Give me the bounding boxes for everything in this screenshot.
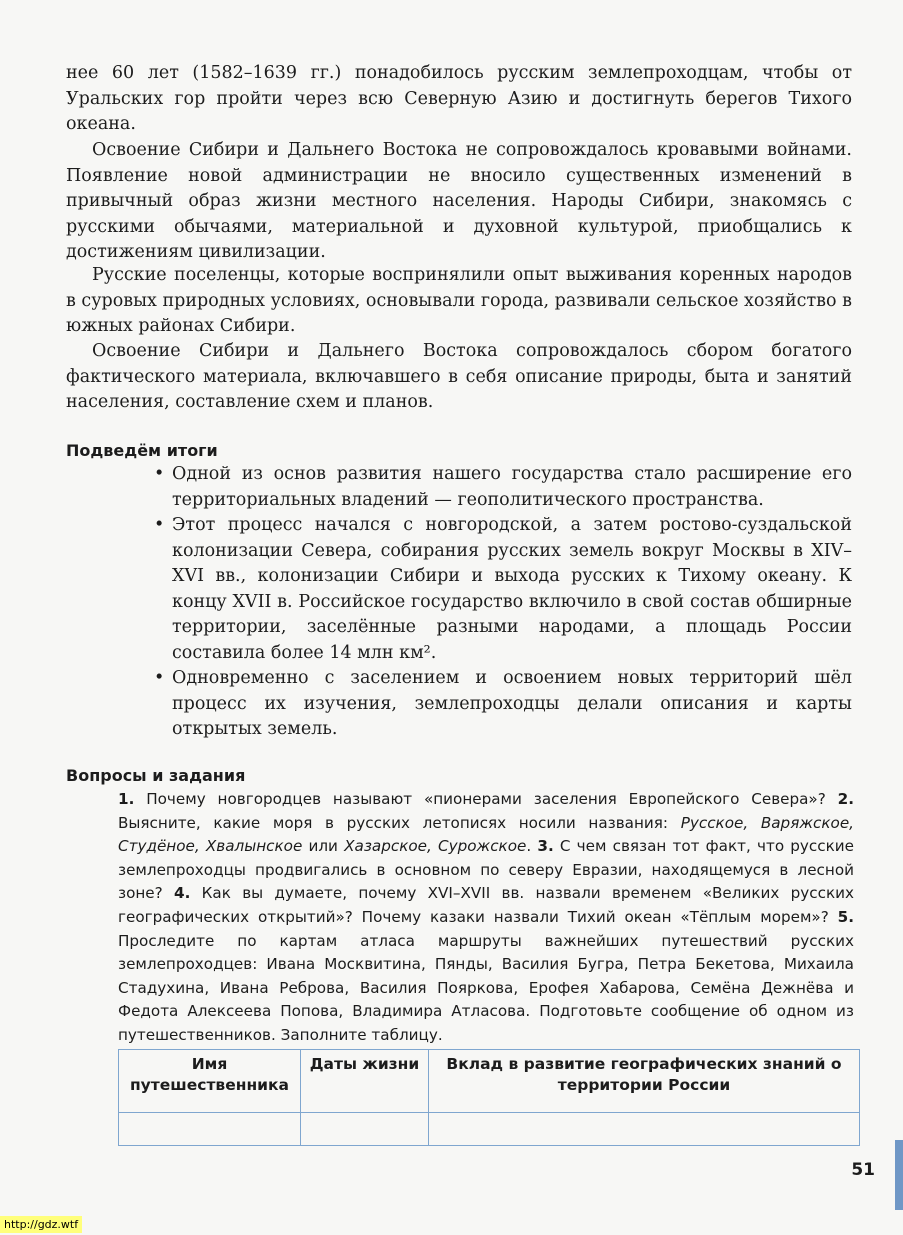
table-row — [119, 1113, 860, 1146]
question-number: 3. — [537, 837, 554, 856]
summary-bullet: • Этот процесс начался с новгородской, а затем ростово-суздальской колонизации Севера, собирания русских земель вокруг Москвы в XIV–XVI вв., колонизации Сибири и выхода русских к Тихому океану. К концу XVII в. Российское государство включило в свой состав обширные территории, заселённые разными народами, а площадь России составила более 14 млн км². — [172, 513, 852, 666]
summary-list — [172, 462, 852, 743]
question-2-or: или — [308, 837, 338, 856]
question-number: 5. — [837, 907, 854, 926]
paragraph-materials: Освоение Сибири и Дальнего Востока сопровождалось сбором богатого фактического материала, включавшего в себя описание природы, быта и занятий населения, составление схем и планов. — [66, 341, 852, 412]
question-number: 1. — [118, 790, 135, 808]
table-header-dates: Даты жизни — [301, 1050, 429, 1113]
travelers-table — [118, 1049, 860, 1146]
summary-heading: Подведём итоги — [66, 441, 218, 460]
questions-text: 1. Почему новгородцев называют «пионерами заселения Европейского Севера»? 2. Выясните, какие моря в русских летописях носили названия: Русское, Варяжское, Студёное, Хвалынское или Хазарское, Сурожское. 3. С чем связан тот факт, что русские землепроходцы продвигались в основном по северу Евразии, находящемуся в лесной зоне? 4. Как вы думаете, почему XVI–XVII вв. назвали временем «Великих русских географических открытий»? Почему казаки назвали Тихий океан «Тёплым морем»? 5. Проследите по картам атласа маршруты важнейших путешествий русских землепроходцев: Ивана Москвитина, Пянды, Василия Бугра, Петра Бекетова, Михаила Стадухина, Ивана Реброва, Василия Пояркова, Ерофея Хабарова, Семёна Дежнёва и Федота Алексеева Попова, Владимира Атласова. Подготовьте сообщение об одном из путешественников. Заполните таблицу. — [118, 790, 855, 1044]
question-number: 2. — [837, 790, 854, 808]
page-number: 51 — [851, 1160, 875, 1180]
sea-names: Русское, Варяжское, Студёное, Хвалынское — [118, 813, 855, 856]
summary-bullet: • Одновременно с заселением и освоением новых территорий шёл процесс их изучения, землепроходцы делали описания и карты открытых земель. — [172, 666, 852, 743]
question-5: Проследите по картам атласа маршруты важнейших путешествий русских землепроходцев: Ивана Москвитина, Пянды, Василия Бугра, Петра Бекетова, Михаила Стадухина, Ивана Реброва, Василия Пояркова, Ерофея Хабарова, Семёна Дежнёва и Федота Алексеева Попова, Владимира Атласова. Подготовьте сообщение об одном из путешественников. Заполните таблицу. — [118, 931, 854, 1044]
table-header-contribution: Вклад в развитие географических знаний о территории России — [429, 1050, 860, 1113]
question-2: Выясните, какие моря в русских летописях носили названия: — [118, 813, 669, 832]
paragraph-continuation: нее 60 лет (1582–1639 гг.) понадобилось русским землепроходцам, чтобы от Уральских гор пройти через всю Северную Азию и достигнуть берегов Тихого океана. — [66, 63, 852, 134]
watermark-link[interactable]: http://gdz.wtf — [0, 1216, 82, 1233]
question-3: С чем связан тот факт, что русские землепроходцы продвигались в основном по северу Евразии, находящемуся в лесной зоне? — [118, 837, 854, 903]
question-4: Как вы думаете, почему XVI–XVII вв. назвали временем «Великих русских географических открытий»? Почему казаки назвали Тихий океан «Тёплым морем»? — [118, 884, 855, 926]
table-cell-empty[interactable] — [429, 1113, 860, 1146]
sea-names: Хазарское, Сурожское — [344, 837, 527, 856]
question-number: 4. — [174, 884, 191, 903]
table-cell-empty[interactable] — [301, 1113, 429, 1146]
paragraph-siberia-development: Освоение Сибири и Дальнего Востока не сопровождалось кровавыми войнами. Появление новой администрации не вносило существенных изменений в привычный образ жизни местного населения. Народы Сибири, знакомясь с русскими обычаями, материальной и духовной культурой, приобщались к достижениям цивилизации. — [66, 140, 852, 262]
questions-heading: Вопросы и задания — [66, 766, 246, 785]
summary-bullet: • Одной из основ развития нашего государства стало расширение его территориальных владений — геополитического пространства. — [172, 462, 852, 513]
table-header-row — [119, 1050, 860, 1113]
question-1: Почему новгородцев называют «пионерами заселения Европейского Севера»? — [146, 790, 826, 808]
page-edge-marker — [895, 1140, 903, 1210]
paragraph-settlers: Русские поселенцы, которые воспринялили опыт выживания коренных народов в суровых природных условиях, основывали города, развивали сельское хозяйство в южных районах Сибири. — [66, 265, 852, 336]
table-header-name: Имя путешественника — [119, 1050, 301, 1113]
table-cell-empty[interactable] — [119, 1113, 301, 1146]
